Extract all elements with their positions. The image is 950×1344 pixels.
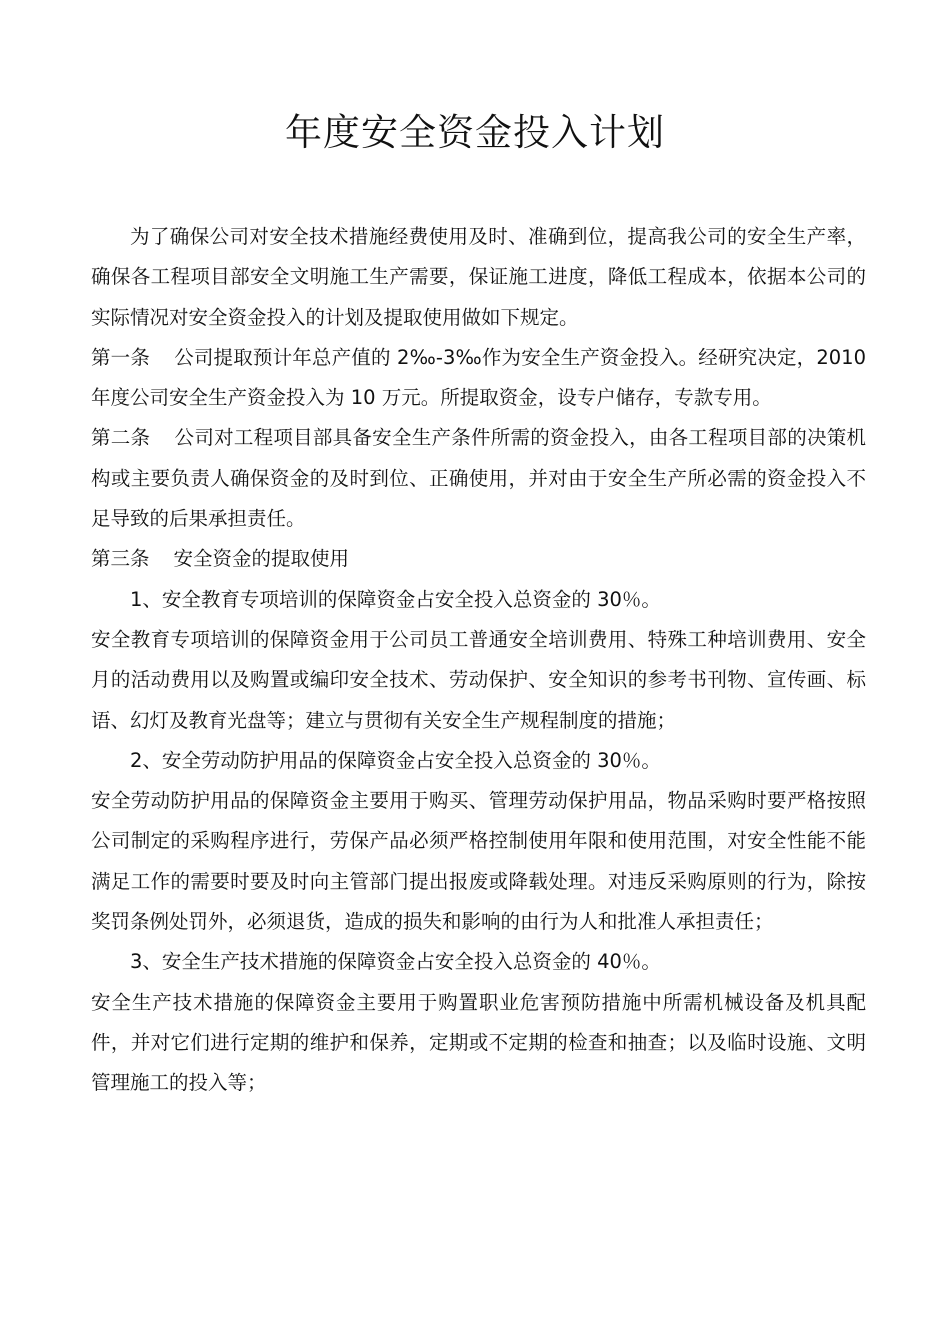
item-3-detail: 安全生产技术措施的保障资金主要用于购置职业危害预防措施中所需机械设备及机具配件，并对它们进行定期的维护和保养，定期或不定期的检查和抽查；以及临时设施、文明管理施工的投入等；: [91, 990, 866, 1095]
article-2-label: 第二条: [91, 426, 151, 450]
intro-paragraph: 为了确保公司对安全技术措施经费使用及时、准确到位，提高我公司的安全生产率，确保各工程项目部安全文明施工生产需要，保证施工进度，降低工程成本，依据本公司的实际情况对安全资金投入的计划及提取使用做如下规定。: [91, 225, 866, 329]
article-1-label: 第一条: [91, 345, 151, 369]
document-title: 年度安全资金投入计划: [285, 111, 665, 154]
item-2-detail: 安全劳动防护用品的保障资金主要用于购买、管理劳动保护用品，物品采购时要严格按照公司制定的采购程序进行，劳保产品必须严格控制使用年限和使用范围，对安全性能不能满足工作的需要时要及时向主管部门提出报废或降载处理。对违反采购原则的行为，除按奖罚条例处罚外，必须退货，造成的损失和影响的由行为人和批准人承担责任；: [91, 789, 866, 934]
item-3-heading: 3、安全生产技术措施的保障资金占安全投入总资金的 40％。: [130, 950, 661, 974]
article-2: [91, 418, 866, 539]
article-3-text: 安全资金的提取使用: [173, 547, 350, 571]
document-body: [91, 217, 866, 1104]
item-1-detail: 安全教育专项培训的保障资金用于公司员工普通安全培训费用、特殊工种培训费用、安全月的活动费用以及购置或编印安全技术、劳动保护、安全知识的参考书刊物、宣传画、标语、幻灯及教育光盘等；建立与贯彻有关安全生产规程制度的措施；: [91, 627, 866, 732]
item-1-heading: 1、安全教育专项培训的保障资金占安全投入总资金的 30％。: [130, 587, 661, 611]
article-1: [91, 338, 866, 419]
item-2-heading: 2、安全劳动防护用品的保障资金占安全投入总资金的 30％。: [130, 748, 661, 772]
article-2-text: 公司对工程项目部具备安全生产条件所需的资金投入，由各工程项目部的决策机构或主要负责人确保资金的及时到位、正确使用，并对由于安全生产所必需的资金投入不足导致的后果承担责任。: [91, 426, 866, 531]
article-1-text: 公司提取预计年总产值的 2‰-3‰作为安全生产资金投入。经研究决定，2010 年度公司安全生产资金投入为 10 万元。所提取资金，设专户储存，专款专用。: [91, 345, 866, 410]
article-3: [91, 539, 866, 579]
article-3-label: 第三条: [91, 547, 150, 571]
